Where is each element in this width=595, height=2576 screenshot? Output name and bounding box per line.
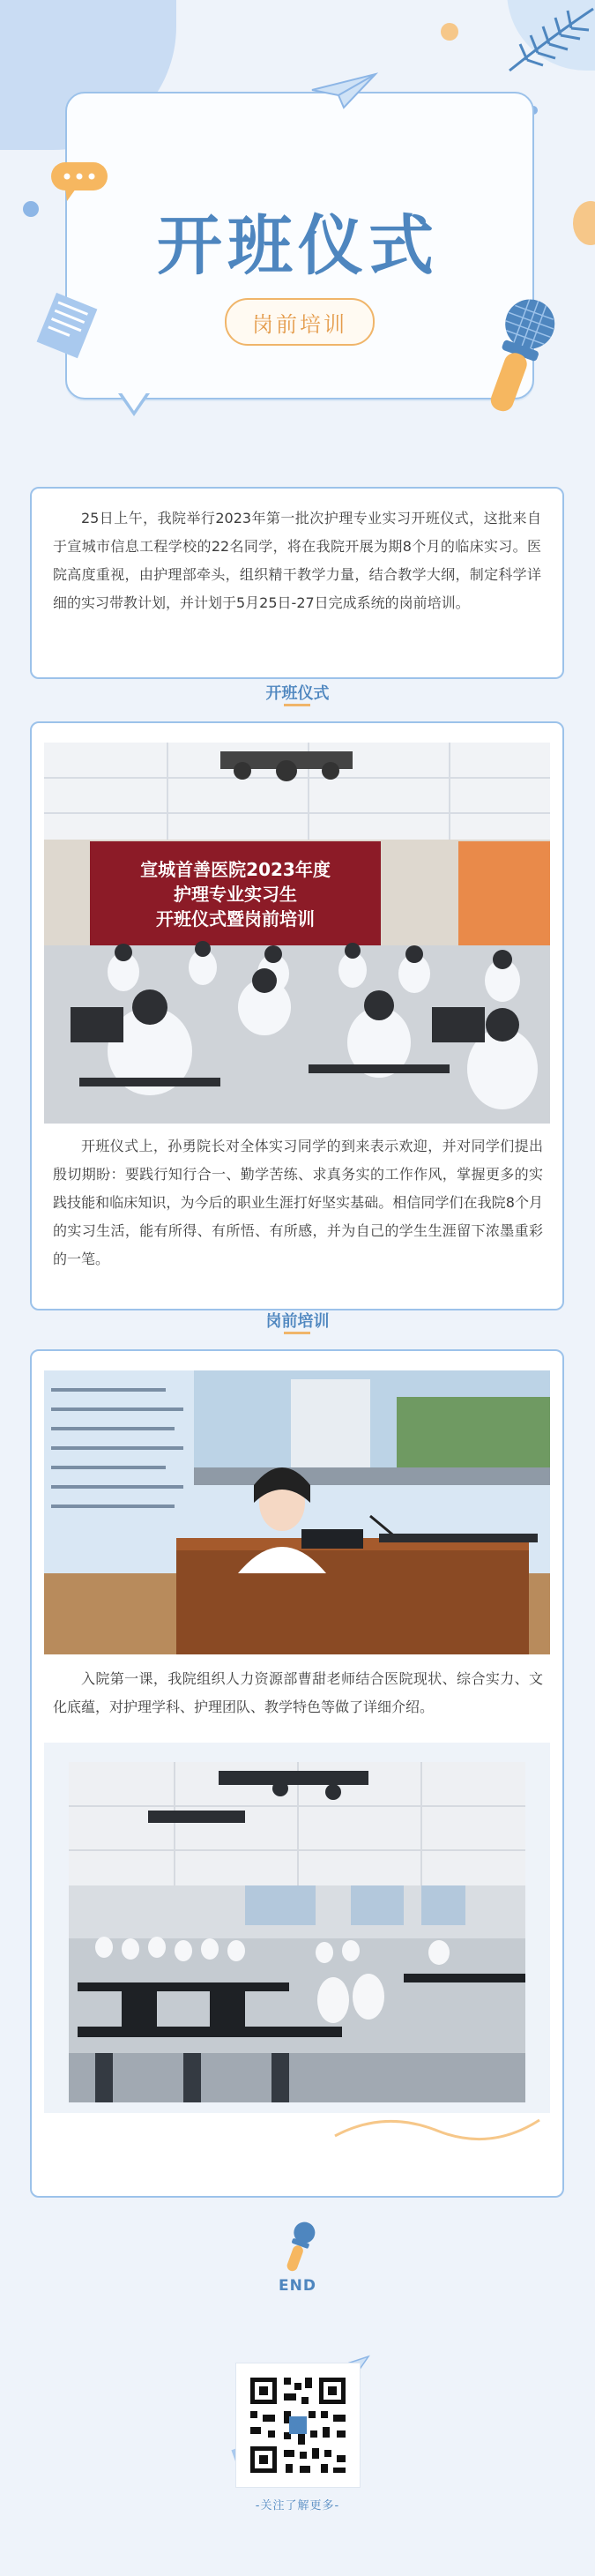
section-underline	[284, 704, 310, 706]
training-paragraph: 入院第一课，我院组织人力资源部曹甜老师结合医院现状、综合实力、文化底蕴，对护理学科、护理团队、教学特色等做了详细介绍。	[53, 1670, 543, 1715]
training-photo-image	[44, 1370, 550, 1654]
classroom-photo-frame	[44, 1743, 550, 2113]
paper-sheet-icon	[32, 291, 106, 365]
paper-plane-icon	[309, 71, 379, 111]
section-underline	[284, 1332, 310, 1334]
section-title-ceremony: 开班仪式	[265, 684, 330, 703]
intro-card	[30, 487, 564, 679]
end-label: END	[279, 2277, 316, 2295]
qr-code-icon	[236, 2363, 360, 2487]
decor-dot	[23, 201, 39, 217]
banner-line-3: 开班仪式暨岗前培训	[156, 908, 315, 930]
follow-label: -关注了解更多-	[255, 2499, 340, 2513]
page-title: 开班仪式	[157, 208, 439, 284]
palm-leaf-icon	[501, 0, 595, 79]
ceremony-photo	[44, 743, 550, 1124]
classroom-photo-image	[69, 1762, 525, 2102]
header-card-tail	[121, 392, 147, 411]
section-title-training: 岗前培训	[265, 1312, 330, 1331]
ceremony-photo-image	[44, 743, 550, 1124]
decor-dot	[573, 201, 595, 245]
qr-code[interactable]	[236, 2363, 360, 2487]
decor-dot	[441, 23, 458, 41]
intro-paragraph: 25日上午，我院举行2023年第一批次护理专业实习开班仪式，这批来自于宣城市信息工程学校的22名同学，将在我院开展为期8个月的临床实习。医院高度重视，由护理部牵头，组织精干教学力量，结合教学大纲，制定科学详细的实习带教计划，并计划于5月25日-27日完成系统的岗前培训。	[53, 510, 541, 611]
microphone-icon	[280, 2219, 316, 2277]
classroom-photo	[69, 1762, 525, 2102]
ceremony-paragraph: 开班仪式上，孙勇院长对全体实习同学的到来表示欢迎，并对同学们提出殷切期盼：要践行知行合一、勤学苦练、求真务实的工作作风，掌握更多的实践技能和临床知识，为今后的职业生涯打好坚实基础。相信同学们在我院8个月的实习生活，能有所得、有所悟、有所感，并为自己的学生生涯留下浓墨重彩的一笔。	[53, 1138, 543, 1267]
ceremony-card	[30, 721, 564, 1310]
banner-line-2: 护理专业实习生	[174, 884, 297, 905]
banner-line-1: 宣城首善医院2023年度	[140, 859, 331, 880]
training-photo	[44, 1370, 550, 1654]
wave-decoration	[331, 2109, 543, 2145]
subtitle-pill: 岗前培训	[225, 298, 375, 346]
training-card	[30, 1349, 564, 2198]
microphone-icon	[483, 291, 562, 432]
